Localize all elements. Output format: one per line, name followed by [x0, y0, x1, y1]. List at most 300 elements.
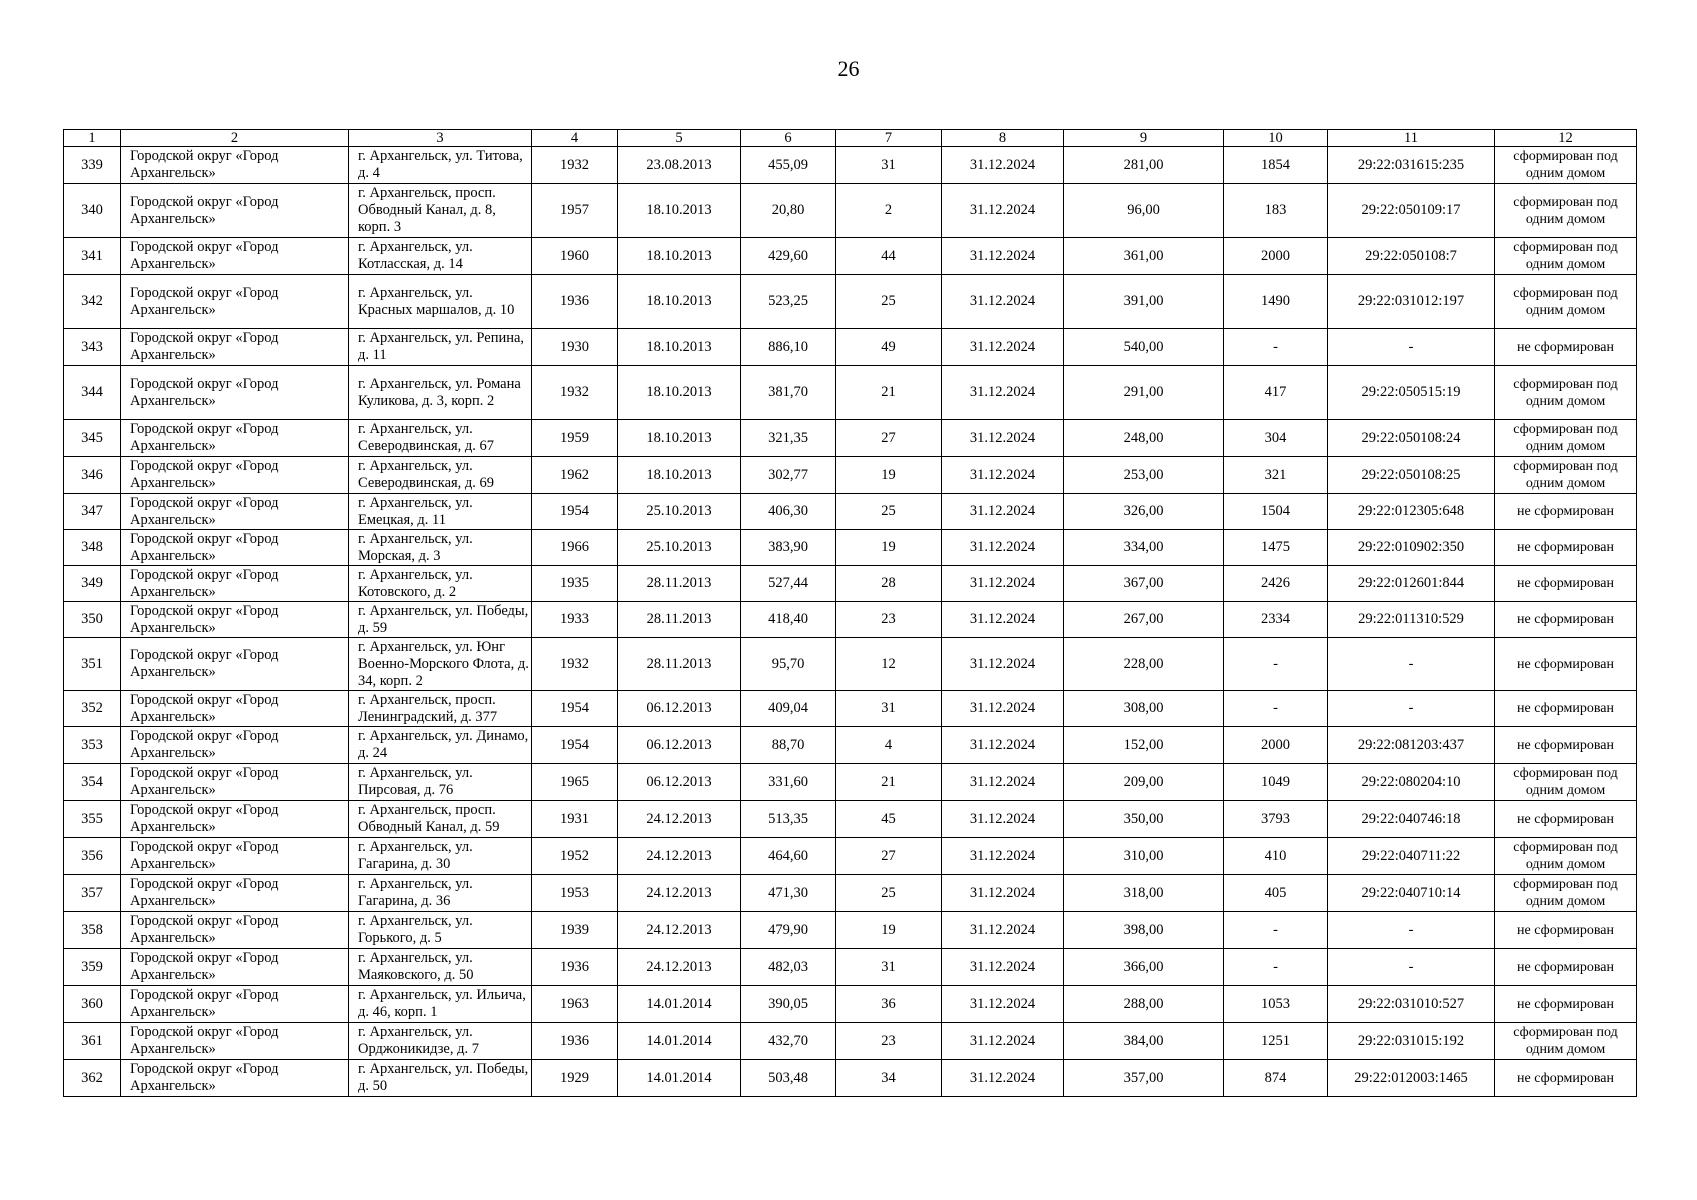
residents-count-cell: 34	[836, 1060, 942, 1097]
cadastral-number-cell: 29:22:050108:24	[1328, 420, 1495, 457]
plot-area-cell: -	[1224, 912, 1328, 949]
row-number: 360	[64, 986, 121, 1023]
municipality-cell: Городской округ «Город Архангельск»	[121, 949, 349, 986]
deadline-cell: 31.12.2024	[942, 1023, 1064, 1060]
recognition-date-cell: 18.10.2013	[618, 238, 741, 275]
deadline-cell: 31.12.2024	[942, 275, 1064, 329]
residents-count-cell: 27	[836, 420, 942, 457]
municipality-cell: Городской округ «Город Архангельск»	[121, 275, 349, 329]
address-cell: г. Архангельск, ул. Репина, д. 11	[349, 329, 532, 366]
recognition-date-cell: 18.10.2013	[618, 329, 741, 366]
table-row	[64, 602, 1637, 638]
land-area-cell: 384,00	[1064, 1023, 1224, 1060]
plot-area-cell: 1490	[1224, 275, 1328, 329]
address-cell: г. Архангельск, просп. Обводный Канал, д. 8, корп. 3	[349, 184, 532, 238]
municipality-cell: Городской округ «Город Архангельск»	[121, 329, 349, 366]
area-cell: 527,44	[741, 566, 836, 602]
recognition-date-cell: 14.01.2014	[618, 1023, 741, 1060]
year-built-cell: 1932	[532, 147, 618, 184]
area-cell: 464,60	[741, 838, 836, 875]
recognition-date-cell: 18.10.2013	[618, 366, 741, 420]
row-number: 349	[64, 566, 121, 602]
cadastral-number-cell: -	[1328, 691, 1495, 727]
column-header: 4	[532, 130, 618, 147]
residents-count-cell: 25	[836, 875, 942, 912]
plot-status-cell: сформирован под одним домом	[1495, 184, 1637, 238]
municipality-cell: Городской округ «Город Архангельск»	[121, 691, 349, 727]
year-built-cell: 1963	[532, 986, 618, 1023]
address-cell: г. Архангельск, ул. Гагарина, д. 30	[349, 838, 532, 875]
year-built-cell: 1954	[532, 727, 618, 764]
recognition-date-cell: 28.11.2013	[618, 566, 741, 602]
area-cell: 513,35	[741, 801, 836, 838]
cadastral-number-cell: 29:22:031615:235	[1328, 147, 1495, 184]
recognition-date-cell: 06.12.2013	[618, 691, 741, 727]
municipality-cell: Городской округ «Город Архангельск»	[121, 727, 349, 764]
table-row	[64, 764, 1637, 801]
cadastral-number-cell: 29:22:011310:529	[1328, 602, 1495, 638]
cadastral-number-cell: 29:22:080204:10	[1328, 764, 1495, 801]
row-number: 352	[64, 691, 121, 727]
land-area-cell: 209,00	[1064, 764, 1224, 801]
plot-status-cell: не сформирован	[1495, 329, 1637, 366]
deadline-cell: 31.12.2024	[942, 147, 1064, 184]
deadline-cell: 31.12.2024	[942, 238, 1064, 275]
recognition-date-cell: 18.10.2013	[618, 457, 741, 494]
table-row	[64, 457, 1637, 494]
deadline-cell: 31.12.2024	[942, 638, 1064, 691]
area-cell: 95,70	[741, 638, 836, 691]
address-cell: г. Архангельск, ул. Котласская, д. 14	[349, 238, 532, 275]
row-number: 353	[64, 727, 121, 764]
cadastral-number-cell: 29:22:012305:648	[1328, 494, 1495, 530]
address-cell: г. Архангельск, ул. Емецкая, д. 11	[349, 494, 532, 530]
address-cell: г. Архангельск, ул. Северодвинская, д. 69	[349, 457, 532, 494]
plot-status-cell: не сформирован	[1495, 602, 1637, 638]
year-built-cell: 1966	[532, 530, 618, 566]
cadastral-number-cell: 29:22:050515:19	[1328, 366, 1495, 420]
plot-area-cell: 874	[1224, 1060, 1328, 1097]
table-row	[64, 184, 1637, 238]
recognition-date-cell: 14.01.2014	[618, 986, 741, 1023]
municipality-cell: Городской округ «Город Архангельск»	[121, 875, 349, 912]
cadastral-number-cell: -	[1328, 329, 1495, 366]
deadline-cell: 31.12.2024	[942, 691, 1064, 727]
area-cell: 429,60	[741, 238, 836, 275]
residents-count-cell: 25	[836, 494, 942, 530]
residents-count-cell: 36	[836, 986, 942, 1023]
land-area-cell: 334,00	[1064, 530, 1224, 566]
plot-area-cell: 1854	[1224, 147, 1328, 184]
address-cell: г. Архангельск, ул. Ильича, д. 46, корп. 1	[349, 986, 532, 1023]
deadline-cell: 31.12.2024	[942, 912, 1064, 949]
recognition-date-cell: 14.01.2014	[618, 1060, 741, 1097]
deadline-cell: 31.12.2024	[942, 1060, 1064, 1097]
row-number: 357	[64, 875, 121, 912]
area-cell: 321,35	[741, 420, 836, 457]
table-row	[64, 912, 1637, 949]
area-cell: 381,70	[741, 366, 836, 420]
area-cell: 418,40	[741, 602, 836, 638]
year-built-cell: 1939	[532, 912, 618, 949]
residents-count-cell: 21	[836, 366, 942, 420]
table-row	[64, 727, 1637, 764]
address-cell: г. Архангельск, ул. Пирсовая, д. 76	[349, 764, 532, 801]
column-header: 10	[1224, 130, 1328, 147]
column-header: 8	[942, 130, 1064, 147]
plot-status-cell: не сформирован	[1495, 949, 1637, 986]
deadline-cell: 31.12.2024	[942, 494, 1064, 530]
recognition-date-cell: 24.12.2013	[618, 875, 741, 912]
column-header: 7	[836, 130, 942, 147]
plot-area-cell: 2000	[1224, 238, 1328, 275]
municipality-cell: Городской округ «Город Архангельск»	[121, 530, 349, 566]
deadline-cell: 31.12.2024	[942, 875, 1064, 912]
land-area-cell: 391,00	[1064, 275, 1224, 329]
plot-status-cell: не сформирован	[1495, 727, 1637, 764]
year-built-cell: 1932	[532, 638, 618, 691]
land-area-cell: 326,00	[1064, 494, 1224, 530]
municipality-cell: Городской округ «Город Архангельск»	[121, 638, 349, 691]
plot-area-cell: 304	[1224, 420, 1328, 457]
deadline-cell: 31.12.2024	[942, 764, 1064, 801]
plot-area-cell: 1251	[1224, 1023, 1328, 1060]
column-header: 5	[618, 130, 741, 147]
plot-area-cell: 1049	[1224, 764, 1328, 801]
year-built-cell: 1929	[532, 1060, 618, 1097]
deadline-cell: 31.12.2024	[942, 986, 1064, 1023]
area-cell: 523,25	[741, 275, 836, 329]
address-cell: г. Архангельск, ул. Котовского, д. 2	[349, 566, 532, 602]
land-area-cell: 96,00	[1064, 184, 1224, 238]
table-row	[64, 147, 1637, 184]
plot-status-cell: сформирован под одним домом	[1495, 457, 1637, 494]
municipality-cell: Городской округ «Город Архангельск»	[121, 457, 349, 494]
plot-status-cell: не сформирован	[1495, 912, 1637, 949]
plot-status-cell: сформирован под одним домом	[1495, 1023, 1637, 1060]
plot-status-cell: сформирован под одним домом	[1495, 238, 1637, 275]
table-row	[64, 1023, 1637, 1060]
address-cell: г. Архангельск, ул. Морская, д. 3	[349, 530, 532, 566]
cadastral-number-cell: 29:22:031012:197	[1328, 275, 1495, 329]
area-cell: 390,05	[741, 986, 836, 1023]
cadastral-number-cell: 29:22:050109:17	[1328, 184, 1495, 238]
recognition-date-cell: 18.10.2013	[618, 420, 741, 457]
address-cell: г. Архангельск, ул. Романа Куликова, д. 3, корп. 2	[349, 366, 532, 420]
cadastral-number-cell: -	[1328, 949, 1495, 986]
cadastral-number-cell: 29:22:031015:192	[1328, 1023, 1495, 1060]
year-built-cell: 1931	[532, 801, 618, 838]
row-number: 350	[64, 602, 121, 638]
plot-status-cell: сформирован под одним домом	[1495, 875, 1637, 912]
plot-status-cell: не сформирован	[1495, 1060, 1637, 1097]
table-body	[64, 147, 1637, 1097]
address-cell: г. Архангельск, ул. Победы, д. 59	[349, 602, 532, 638]
table-row	[64, 238, 1637, 275]
address-cell: г. Архангельск, ул. Динамо, д. 24	[349, 727, 532, 764]
area-cell: 20,80	[741, 184, 836, 238]
row-number: 345	[64, 420, 121, 457]
address-cell: г. Архангельск, ул. Маяковского, д. 50	[349, 949, 532, 986]
address-cell: г. Архангельск, просп. Обводный Канал, д. 59	[349, 801, 532, 838]
plot-status-cell: сформирован под одним домом	[1495, 275, 1637, 329]
deadline-cell: 31.12.2024	[942, 329, 1064, 366]
residents-count-cell: 28	[836, 566, 942, 602]
land-area-cell: 357,00	[1064, 1060, 1224, 1097]
municipality-cell: Городской округ «Город Архангельск»	[121, 602, 349, 638]
cadastral-number-cell: 29:22:050108:7	[1328, 238, 1495, 275]
cadastral-number-cell: 29:22:040746:18	[1328, 801, 1495, 838]
land-area-cell: 361,00	[1064, 238, 1224, 275]
land-area-cell: 253,00	[1064, 457, 1224, 494]
plot-status-cell: сформирован под одним домом	[1495, 366, 1637, 420]
area-cell: 383,90	[741, 530, 836, 566]
year-built-cell: 1953	[532, 875, 618, 912]
column-header: 11	[1328, 130, 1495, 147]
address-cell: г. Архангельск, ул. Орджоникидзе, д. 7	[349, 1023, 532, 1060]
recognition-date-cell: 24.12.2013	[618, 801, 741, 838]
recognition-date-cell: 18.10.2013	[618, 184, 741, 238]
plot-area-cell: 1053	[1224, 986, 1328, 1023]
row-number: 355	[64, 801, 121, 838]
table-row	[64, 801, 1637, 838]
year-built-cell: 1933	[532, 602, 618, 638]
residents-count-cell: 21	[836, 764, 942, 801]
land-area-cell: 367,00	[1064, 566, 1224, 602]
row-number: 342	[64, 275, 121, 329]
cadastral-number-cell: 29:22:081203:437	[1328, 727, 1495, 764]
municipality-cell: Городской округ «Город Архангельск»	[121, 494, 349, 530]
area-cell: 302,77	[741, 457, 836, 494]
column-header: 9	[1064, 130, 1224, 147]
area-cell: 432,70	[741, 1023, 836, 1060]
deadline-cell: 31.12.2024	[942, 366, 1064, 420]
recognition-date-cell: 25.10.2013	[618, 530, 741, 566]
deadline-cell: 31.12.2024	[942, 838, 1064, 875]
cadastral-number-cell: -	[1328, 638, 1495, 691]
land-area-cell: 152,00	[1064, 727, 1224, 764]
row-number: 351	[64, 638, 121, 691]
plot-status-cell: сформирован под одним домом	[1495, 147, 1637, 184]
plot-area-cell: -	[1224, 691, 1328, 727]
plot-area-cell: 2334	[1224, 602, 1328, 638]
table-row	[64, 949, 1637, 986]
year-built-cell: 1959	[532, 420, 618, 457]
plot-status-cell: не сформирован	[1495, 986, 1637, 1023]
residents-count-cell: 25	[836, 275, 942, 329]
recognition-date-cell: 23.08.2013	[618, 147, 741, 184]
area-cell: 503,48	[741, 1060, 836, 1097]
plot-area-cell: -	[1224, 949, 1328, 986]
plot-status-cell: не сформирован	[1495, 530, 1637, 566]
area-cell: 88,70	[741, 727, 836, 764]
residents-count-cell: 49	[836, 329, 942, 366]
table-row	[64, 1060, 1637, 1097]
residents-count-cell: 2	[836, 184, 942, 238]
row-number: 346	[64, 457, 121, 494]
deadline-cell: 31.12.2024	[942, 949, 1064, 986]
address-cell: г. Архангельск, ул. Гагарина, д. 36	[349, 875, 532, 912]
address-cell: г. Архангельск, ул. Горького, д. 5	[349, 912, 532, 949]
area-cell: 482,03	[741, 949, 836, 986]
header-row	[64, 130, 1637, 147]
residents-count-cell: 23	[836, 1023, 942, 1060]
land-area-cell: 291,00	[1064, 366, 1224, 420]
plot-area-cell: -	[1224, 329, 1328, 366]
plot-status-cell: не сформирован	[1495, 691, 1637, 727]
year-built-cell: 1936	[532, 949, 618, 986]
plot-area-cell: 1504	[1224, 494, 1328, 530]
municipality-cell: Городской округ «Город Архангельск»	[121, 764, 349, 801]
residents-count-cell: 45	[836, 801, 942, 838]
year-built-cell: 1960	[532, 238, 618, 275]
row-number: 361	[64, 1023, 121, 1060]
deadline-cell: 31.12.2024	[942, 727, 1064, 764]
address-cell: г. Архангельск, просп. Ленинградский, д. 377	[349, 691, 532, 727]
year-built-cell: 1930	[532, 329, 618, 366]
plot-area-cell: 405	[1224, 875, 1328, 912]
cadastral-number-cell: 29:22:040711:22	[1328, 838, 1495, 875]
cadastral-number-cell: 29:22:012003:1465	[1328, 1060, 1495, 1097]
table-row	[64, 366, 1637, 420]
residents-count-cell: 31	[836, 691, 942, 727]
row-number: 340	[64, 184, 121, 238]
year-built-cell: 1932	[532, 366, 618, 420]
deadline-cell: 31.12.2024	[942, 801, 1064, 838]
municipality-cell: Городской округ «Город Архангельск»	[121, 986, 349, 1023]
table-row	[64, 329, 1637, 366]
plot-area-cell: 2426	[1224, 566, 1328, 602]
table-row	[64, 275, 1637, 329]
address-cell: г. Архангельск, ул. Титова, д. 4	[349, 147, 532, 184]
residents-count-cell: 23	[836, 602, 942, 638]
address-cell: г. Архангельск, ул. Красных маршалов, д. 10	[349, 275, 532, 329]
land-area-cell: 248,00	[1064, 420, 1224, 457]
year-built-cell: 1936	[532, 1023, 618, 1060]
row-number: 362	[64, 1060, 121, 1097]
year-built-cell: 1936	[532, 275, 618, 329]
table-row	[64, 638, 1637, 691]
address-cell: г. Архангельск, ул. Юнг Военно-Морского Флота, д. 34, корп. 2	[349, 638, 532, 691]
recognition-date-cell: 24.12.2013	[618, 949, 741, 986]
municipality-cell: Городской округ «Город Архангельск»	[121, 912, 349, 949]
area-cell: 455,09	[741, 147, 836, 184]
municipality-cell: Городской округ «Город Архангельск»	[121, 1060, 349, 1097]
residents-count-cell: 27	[836, 838, 942, 875]
column-header: 6	[741, 130, 836, 147]
recognition-date-cell: 24.12.2013	[618, 838, 741, 875]
plot-status-cell: не сформирован	[1495, 638, 1637, 691]
municipality-cell: Городской округ «Город Архангельск»	[121, 801, 349, 838]
row-number: 348	[64, 530, 121, 566]
residents-count-cell: 31	[836, 147, 942, 184]
area-cell: 409,04	[741, 691, 836, 727]
municipality-cell: Городской округ «Город Архангельск»	[121, 566, 349, 602]
year-built-cell: 1962	[532, 457, 618, 494]
recognition-date-cell: 28.11.2013	[618, 638, 741, 691]
year-built-cell: 1965	[532, 764, 618, 801]
table-row	[64, 875, 1637, 912]
plot-area-cell: 321	[1224, 457, 1328, 494]
deadline-cell: 31.12.2024	[942, 457, 1064, 494]
residents-count-cell: 19	[836, 530, 942, 566]
land-area-cell: 318,00	[1064, 875, 1224, 912]
table-row	[64, 530, 1637, 566]
area-cell: 331,60	[741, 764, 836, 801]
cadastral-number-cell: 29:22:040710:14	[1328, 875, 1495, 912]
address-cell: г. Архангельск, ул. Победы, д. 50	[349, 1060, 532, 1097]
land-area-cell: 366,00	[1064, 949, 1224, 986]
area-cell: 886,10	[741, 329, 836, 366]
deadline-cell: 31.12.2024	[942, 420, 1064, 457]
plot-area-cell: 183	[1224, 184, 1328, 238]
row-number: 356	[64, 838, 121, 875]
municipality-cell: Городской округ «Город Архангельск»	[121, 147, 349, 184]
land-area-cell: 398,00	[1064, 912, 1224, 949]
page-number: 26	[837, 56, 860, 81]
residents-count-cell: 4	[836, 727, 942, 764]
plot-status-cell: сформирован под одним домом	[1495, 838, 1637, 875]
recognition-date-cell: 25.10.2013	[618, 494, 741, 530]
land-area-cell: 540,00	[1064, 329, 1224, 366]
cadastral-number-cell: 29:22:031010:527	[1328, 986, 1495, 1023]
column-header: 1	[64, 130, 121, 147]
plot-status-cell: не сформирован	[1495, 494, 1637, 530]
recognition-date-cell: 28.11.2013	[618, 602, 741, 638]
land-area-cell: 288,00	[1064, 986, 1224, 1023]
residents-count-cell: 31	[836, 949, 942, 986]
column-header: 2	[121, 130, 349, 147]
land-area-cell: 308,00	[1064, 691, 1224, 727]
plot-area-cell: 1475	[1224, 530, 1328, 566]
plot-area-cell: 417	[1224, 366, 1328, 420]
row-number: 339	[64, 147, 121, 184]
municipality-cell: Городской округ «Город Архангельск»	[121, 238, 349, 275]
land-area-cell: 228,00	[1064, 638, 1224, 691]
deadline-cell: 31.12.2024	[942, 602, 1064, 638]
area-cell: 406,30	[741, 494, 836, 530]
table-row	[64, 691, 1637, 727]
plot-status-cell: сформирован под одним домом	[1495, 420, 1637, 457]
year-built-cell: 1935	[532, 566, 618, 602]
housing-registry-table	[63, 129, 1637, 1097]
area-cell: 479,90	[741, 912, 836, 949]
residents-count-cell: 44	[836, 238, 942, 275]
year-built-cell: 1954	[532, 691, 618, 727]
recognition-date-cell: 24.12.2013	[618, 912, 741, 949]
land-area-cell: 267,00	[1064, 602, 1224, 638]
address-cell: г. Архангельск, ул. Северодвинская, д. 67	[349, 420, 532, 457]
row-number: 347	[64, 494, 121, 530]
plot-area-cell: 410	[1224, 838, 1328, 875]
table-row	[64, 986, 1637, 1023]
column-header: 3	[349, 130, 532, 147]
area-cell: 471,30	[741, 875, 836, 912]
plot-status-cell: не сформирован	[1495, 801, 1637, 838]
municipality-cell: Городской округ «Город Архангельск»	[121, 420, 349, 457]
residents-count-cell: 19	[836, 457, 942, 494]
plot-status-cell: сформирован под одним домом	[1495, 764, 1637, 801]
land-area-cell: 350,00	[1064, 801, 1224, 838]
plot-status-cell: не сформирован	[1495, 566, 1637, 602]
row-number: 341	[64, 238, 121, 275]
plot-area-cell: -	[1224, 638, 1328, 691]
recognition-date-cell: 06.12.2013	[618, 764, 741, 801]
municipality-cell: Городской округ «Город Архангельск»	[121, 1023, 349, 1060]
row-number: 358	[64, 912, 121, 949]
deadline-cell: 31.12.2024	[942, 184, 1064, 238]
recognition-date-cell: 06.12.2013	[618, 727, 741, 764]
